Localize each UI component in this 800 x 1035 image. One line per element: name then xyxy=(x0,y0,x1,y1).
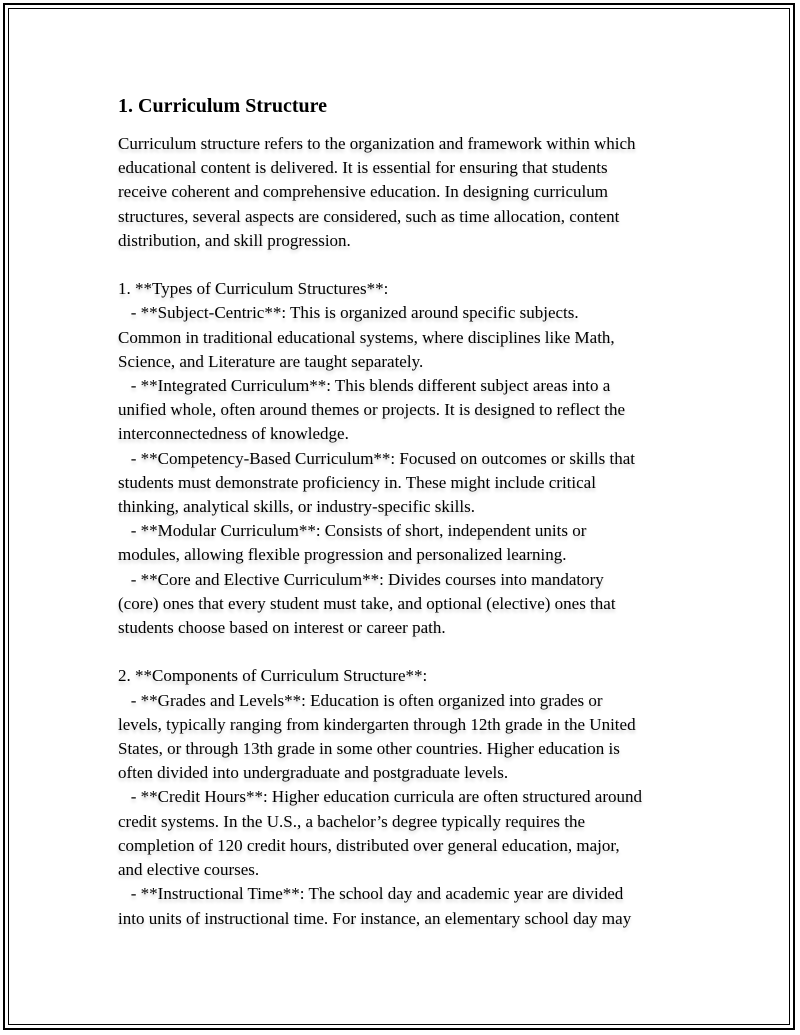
document-content xyxy=(118,93,698,931)
section-body-text: Curriculum structure refers to the organization and framework within which educational content is delivered. It is essential for ensuring that students receive coherent and comprehensive education. In designing curriculum structures, several aspects are considered, such as time allocation, content distribution, and skill progression. 1. **Types of Curriculum Structures**: - **Subject-Centric**: This is organized around specific subjects. Common in traditional educational systems, where disciplines like Math, Science, and Literature are taught separately. - **Integrated Curriculum**: This blends different subject areas into a unified whole, often around themes or projects. It is designed to reflect the interconnectedness of knowledge. - **Competency-Based Curriculum**: Focused on outcomes or skills that students must demonstrate proficiency in. These might include critical thinking, analytical skills, or industry-specific skills. - **Modular Curriculum**: Consists of short, independent units or modules, allowing flexible progression and personalized learning. - **Core and Elective Curriculum**: Divides courses into mandatory (core) ones that every student must take, and optional (elective) ones that students choose based on interest or career path. 2. **Components of Curriculum Structure**: - **Grades and Levels**: Education is often organized into grades or levels, typically ranging from kindergarten through 12th grade in the United States, or through 13th grade in some other countries. Higher education is often divided into undergraduate and postgraduate levels. - **Credit Hours**: Higher education curricula are often structured around credit systems. In the U.S., a bachelor’s degree typically requires the completion of 120 credit hours, distributed over general education, major, and elective courses. - **Instructional Time**: The school day and academic year are divided into units of instructional time. For instance, an elementary school day may xyxy=(118,134,642,928)
section-heading: 1. Curriculum Structure xyxy=(118,95,328,117)
